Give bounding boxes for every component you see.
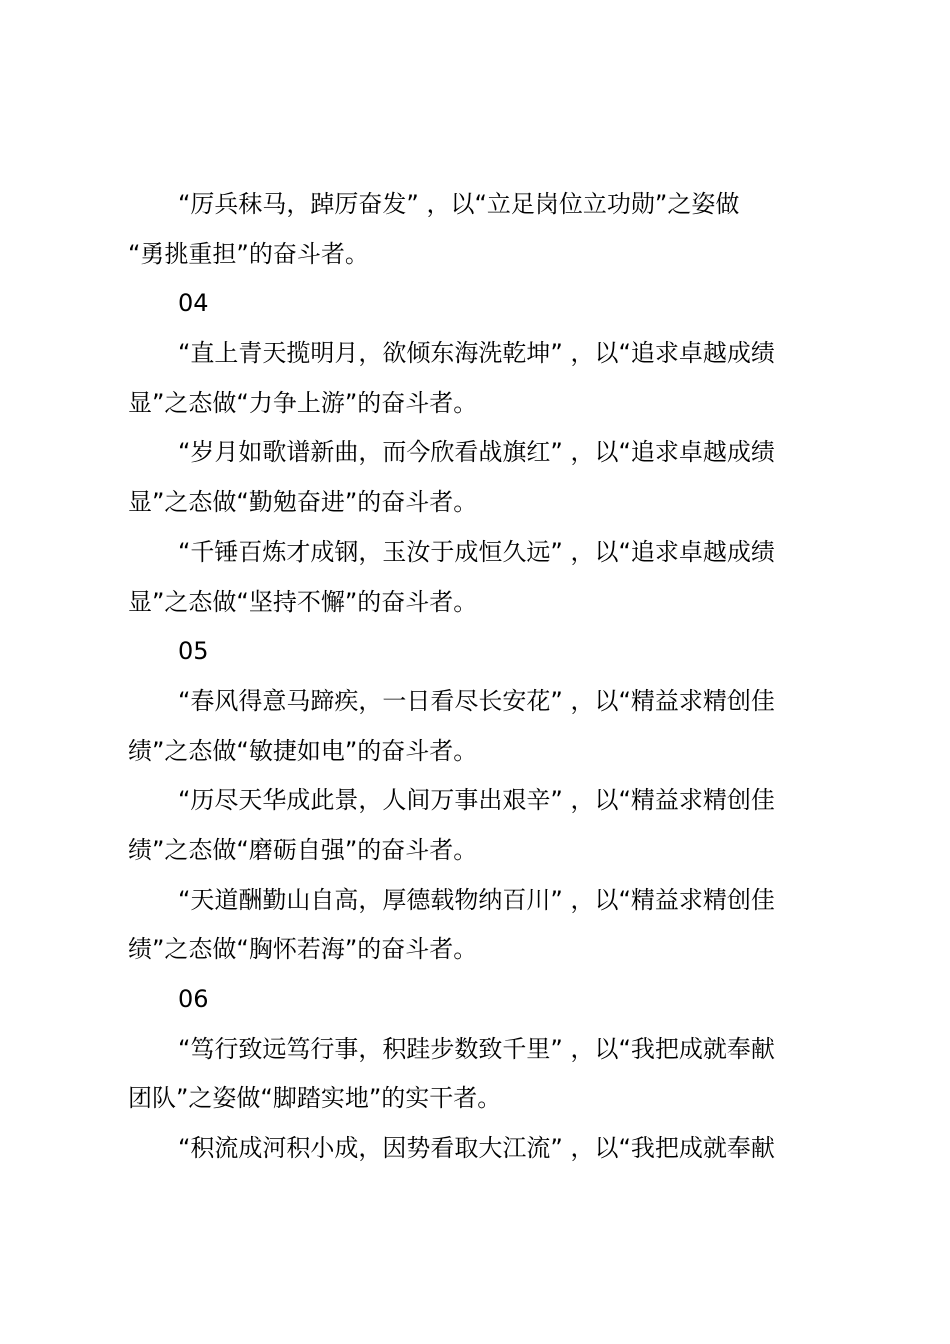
document-body: [128, 180, 836, 1174]
text-line: “积流成河积小成，因势看取大江流” ，以“我把成就奉献: [178, 1134, 775, 1163]
section-number: 04: [178, 289, 209, 318]
text-line: “历尽天华成此景，人间万事出艰辛” ，以“精益求精创佳: [178, 786, 775, 815]
text-line: “千锤百炼才成钢，玉汝于成恒久远” ，以“追求卓越成绩: [178, 537, 775, 566]
text-line: “岁月如歌谱新曲，而今欣看战旗红” ，以“追求卓越成绩: [178, 438, 775, 467]
text-line: “天道酬勤山自高，厚德载物纳百川” ，以“精益求精创佳: [178, 885, 775, 914]
text-line: 显”之态做“勤勉奋进”的奋斗者。: [128, 488, 478, 517]
text-line: 显”之态做“力争上游”的奋斗者。: [128, 388, 478, 417]
section-number: 05: [178, 637, 209, 666]
text-line: 绩”之态做“胸怀若海”的奋斗者。: [128, 935, 478, 964]
text-line: “春风得意马蹄疾，一日看尽长安花” ，以“精益求精创佳: [178, 686, 775, 715]
text-line: “厉兵秣马，踔厉奋发” ，以“立足岗位立功勋”之姿做: [178, 190, 740, 218]
text-line: 团队”之姿做“脚踏实地”的实干者。: [128, 1084, 502, 1113]
text-line: 绩”之态做“敏捷如电”的奋斗者。: [128, 736, 478, 765]
text-line: “勇挑重担”的奋斗者。: [128, 239, 369, 268]
text-line: “直上青天揽明月，欲倾东海洗乾坤” ，以“追求卓越成绩: [178, 339, 775, 368]
text-line: “笃行致远笃行事，积跬步数致千里” ，以“我把成就奉献: [178, 1034, 775, 1063]
section-number: 06: [178, 985, 209, 1013]
text-line: 绩”之态做“磨砺自强”的奋斗者。: [128, 835, 478, 864]
text-line: 显”之态做“坚持不懈”的奋斗者。: [128, 587, 478, 616]
